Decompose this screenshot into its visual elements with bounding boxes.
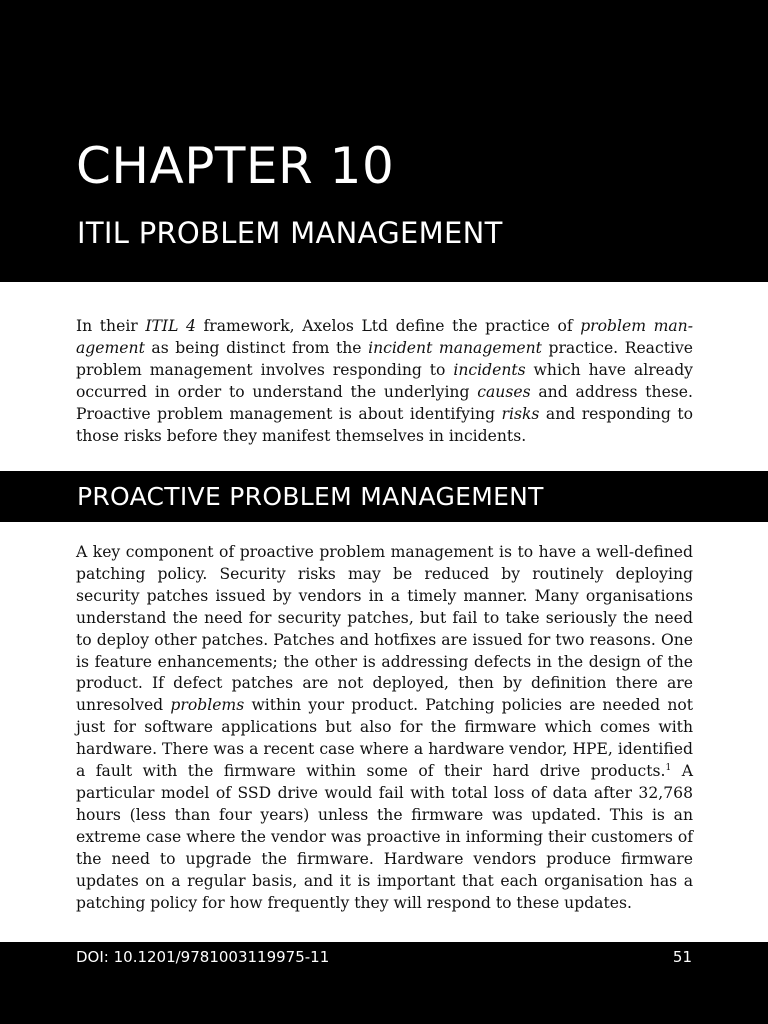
section-text: A particular model of SSD drive would fail with total loss of data after 32,768 hours (less than four years) unless the firmware was updated. This is an extreme case where the vendor was proactive in informing their customers of the need to upgrade the firmware. Hardware vendors produce firmware updates on a regular basis, and it is important that each organisation has a patching policy for how frequently they will respond to these updates.	[76, 762, 694, 912]
section-heading: PROACTIVE PROBLEM MANAGEMENT	[77, 482, 544, 511]
intro-text: practice. Reactive problem management involves responding to	[76, 338, 694, 379]
intro-text: and responding to those risks before they manifest themselves in incidents.	[76, 404, 693, 445]
intro-italic-risks: risks	[501, 404, 540, 423]
intro-italic-incidents: incidents	[453, 360, 526, 379]
footnote-reference[interactable]: 1	[665, 762, 672, 773]
intro-italic-problem-management: problem management	[76, 317, 693, 357]
intro-italic-causes: causes	[477, 382, 531, 401]
intro-italic-incident-management: incident management	[368, 338, 542, 357]
section-text: A key component of proactive problem management is to have a well-defined patching policy. Security risks may be reduced by routinely deploying security patches issued by vendors in a timely manner. Many organisations understand the need for security patches, but fail to take seriously the need to deploy other patches. Patches and hotfixes are issued for two reasons. One is feature enhancements; the other is addressing defects in the design of the product. If defect patches are not deployed, then by definition there are unresolved	[76, 543, 693, 715]
intro-text: and address these. Proactive problem management is about identifying	[76, 382, 693, 423]
chapter-number: CHAPTER 10	[76, 137, 395, 195]
section-italic-problems: problems	[170, 696, 245, 715]
intro-text: which have already occurred in order to understand the underlying	[76, 360, 693, 401]
intro-text: as being distinct from the	[144, 338, 369, 357]
intro-text: framework, Axelos Ltd define the practice of	[195, 317, 581, 335]
intro-italic-itil: ITIL 4	[145, 317, 196, 335]
intro-text: In their	[76, 317, 146, 335]
doi-label[interactable]: DOI: 10.1201/9781003119975-11	[76, 948, 330, 966]
page-number: 51	[672, 948, 692, 966]
section-paragraph	[76, 542, 693, 914]
section-text: within your product. Patching policies are needed not just for software applications but also for the firmware which comes with hardware. There was a recent case where a hardware vendor, HPE, identified a fault with the firmware within some of their hard drive products.	[76, 696, 694, 781]
chapter-title: ITIL PROBLEM MANAGEMENT	[77, 216, 503, 250]
intro-paragraph	[76, 316, 693, 447]
